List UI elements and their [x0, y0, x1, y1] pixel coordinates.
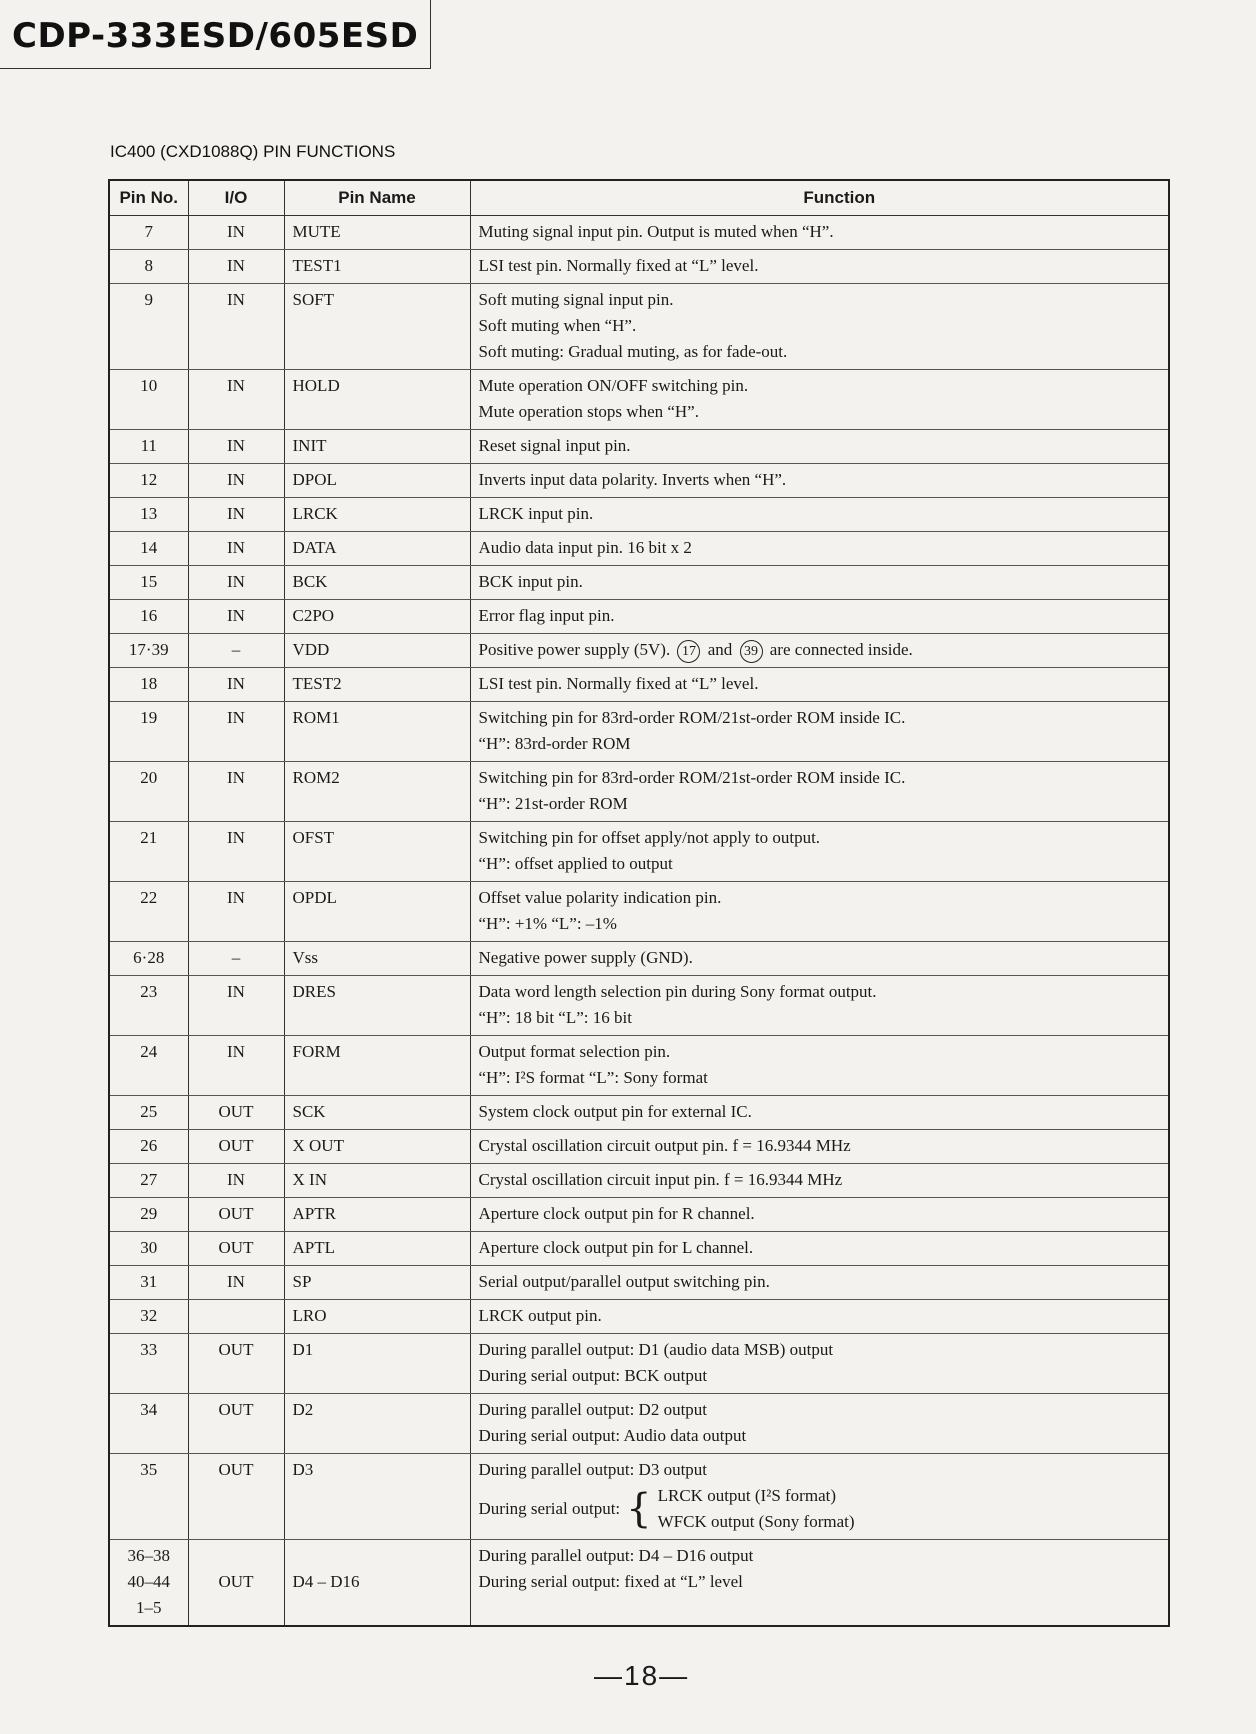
header-io: I/O: [188, 180, 284, 216]
io-cell: IN: [188, 566, 284, 600]
pin-number-cell: 25: [109, 1096, 188, 1130]
pin-name-cell: D2: [284, 1394, 470, 1454]
function-line: “H”: 21st-order ROM: [478, 794, 628, 813]
function-cell: [470, 430, 1169, 464]
table-body: [109, 216, 1169, 1627]
circled-pin-39: 39: [740, 640, 763, 663]
table-row: [109, 498, 1169, 532]
pin-name-cell: DATA: [284, 532, 470, 566]
function-line: Error flag input pin.: [478, 606, 615, 625]
table-row: [109, 942, 1169, 976]
function-line: During parallel output: D4 – D16 output: [478, 1546, 754, 1565]
pin-name-cell: OFST: [284, 822, 470, 882]
section-title: IC400 (CXD1088Q) PIN FUNCTIONS: [110, 142, 396, 161]
pin-name-cell: C2PO: [284, 600, 470, 634]
function-line: During serial output: Audio data output: [478, 1426, 747, 1445]
function-line: Soft muting when “H”.: [478, 316, 637, 335]
io-cell: IN: [188, 284, 284, 370]
table-row: [109, 1394, 1169, 1454]
function-cell: [470, 498, 1169, 532]
function-line: Soft muting signal input pin.: [478, 290, 674, 309]
pin-name-cell: SCK: [284, 1096, 470, 1130]
pin-name-cell: ROM1: [284, 702, 470, 762]
pin-name-cell: LRCK: [284, 498, 470, 532]
io-cell: IN: [188, 464, 284, 498]
pin-number-cell: 33: [109, 1334, 188, 1394]
function-cell: [470, 1232, 1169, 1266]
function-cell: [470, 1198, 1169, 1232]
pin-number-cell: 10: [109, 370, 188, 430]
function-line: “H”: +1% “L”: –1%: [478, 914, 617, 933]
pin-number-cell: 12: [109, 464, 188, 498]
function-line: Mute operation stops when “H”.: [478, 402, 699, 421]
vdd-text-after: are connected inside.: [769, 640, 913, 659]
brace-glyph: {: [626, 1486, 652, 1532]
table-row: [109, 702, 1169, 762]
pin-name-cell: ROM2: [284, 762, 470, 822]
function-line: During serial output: fixed at “L” level: [478, 1572, 743, 1591]
pin-name-cell: LRO: [284, 1300, 470, 1334]
pin-name-cell: X OUT: [284, 1130, 470, 1164]
io-cell: IN: [188, 250, 284, 284]
io-cell: OUT: [188, 1198, 284, 1232]
function-cell: [470, 1394, 1169, 1454]
pin-number-cell: 7: [109, 216, 188, 250]
io-cell: [188, 1300, 284, 1334]
io-cell: IN: [188, 600, 284, 634]
function-line: Muting signal input pin. Output is muted when “H”.: [478, 222, 834, 241]
io-cell: IN: [188, 430, 284, 464]
function-line: Soft muting: Gradual muting, as for fade-out.: [478, 342, 788, 361]
function-line: Switching pin for offset apply/not apply to output.: [478, 828, 821, 847]
pin-number-cell: 30: [109, 1232, 188, 1266]
pin-name-cell: APTR: [284, 1198, 470, 1232]
pin-name-cell: FORM: [284, 1036, 470, 1096]
pin-number-cell: 19: [109, 702, 188, 762]
function-cell: [470, 702, 1169, 762]
pin-name-cell: Vss: [284, 942, 470, 976]
table-row: [109, 882, 1169, 942]
pin-number-cell: 31: [109, 1266, 188, 1300]
function-line: LSI test pin. Normally fixed at “L” level.: [478, 256, 759, 275]
function-line: LSI test pin. Normally fixed at “L” level.: [478, 674, 759, 693]
pin-number-cell: 21: [109, 822, 188, 882]
table-row: [109, 284, 1169, 370]
pin-number-cell: 32: [109, 1300, 188, 1334]
header-pin-no: Pin No.: [109, 180, 188, 216]
pin-number-cell: 6·28: [109, 942, 188, 976]
serial-output-brace-group: [479, 1483, 1161, 1535]
function-line: LRCK input pin.: [478, 504, 594, 523]
function-line: Audio data input pin. 16 bit x 2: [478, 538, 692, 557]
pin-name-cell: BCK: [284, 566, 470, 600]
function-line: Crystal oscillation circuit input pin. f = 16.9344 MHz: [478, 1170, 843, 1189]
function-cell: [470, 942, 1169, 976]
pin-name-cell: TEST1: [284, 250, 470, 284]
io-cell: OUT: [188, 1130, 284, 1164]
table-row: [109, 216, 1169, 250]
pin-number-cell: 23: [109, 976, 188, 1036]
function-line: Crystal oscillation circuit output pin. f = 16.9344 MHz: [478, 1136, 851, 1155]
pin-name-cell: D1: [284, 1334, 470, 1394]
page-number: —18—: [594, 1660, 690, 1691]
io-cell: IN: [188, 822, 284, 882]
table-row: [109, 1266, 1169, 1300]
function-line: Switching pin for 83rd-order ROM/21st-order ROM inside IC.: [478, 768, 906, 787]
io-cell: IN: [188, 1036, 284, 1096]
table-row: [109, 566, 1169, 600]
function-cell: [470, 1266, 1169, 1300]
function-line: Offset value polarity indication pin.: [478, 888, 722, 907]
pin-name-cell: D3: [284, 1454, 470, 1540]
io-cell: OUT: [188, 1454, 284, 1540]
function-line: Switching pin for 83rd-order ROM/21st-order ROM inside IC.: [478, 708, 906, 727]
function-line: Reset signal input pin.: [478, 436, 631, 455]
pin-number-cell: 9: [109, 284, 188, 370]
io-cell: IN: [188, 976, 284, 1036]
function-line: Aperture clock output pin for R channel.: [478, 1204, 755, 1223]
function-line: Negative power supply (GND).: [478, 948, 693, 967]
function-cell: [470, 1096, 1169, 1130]
function-line: Inverts input data polarity. Inverts when “H”.: [478, 470, 787, 489]
function-line: “H”: 83rd-order ROM: [478, 734, 631, 753]
pin-name-cell: X IN: [284, 1164, 470, 1198]
function-cell: [470, 1164, 1169, 1198]
table-row: [109, 1130, 1169, 1164]
pin-number-cell: 8: [109, 250, 188, 284]
function-line: Aperture clock output pin for L channel.: [478, 1238, 754, 1257]
table-row: [109, 1164, 1169, 1198]
io-cell: OUT: [188, 1540, 284, 1627]
function-line: Output format selection pin.: [478, 1042, 671, 1061]
pin-number-cell: 14: [109, 532, 188, 566]
table-row: [109, 1036, 1169, 1096]
circled-pin-17: 17: [677, 640, 700, 663]
io-cell: –: [188, 942, 284, 976]
function-cell: [470, 370, 1169, 430]
table-row: [109, 634, 1169, 668]
pin-name-cell: VDD: [284, 634, 470, 668]
table-row: [109, 1198, 1169, 1232]
pin-number-cell: 11: [109, 430, 188, 464]
table-row: [109, 1454, 1169, 1540]
function-line: LRCK output pin.: [478, 1306, 602, 1325]
pin-number-cell: 34: [109, 1394, 188, 1454]
header-pin-name: Pin Name: [284, 180, 470, 216]
pin-number-cell: 13: [109, 498, 188, 532]
pin-name-cell: DRES: [284, 976, 470, 1036]
function-line: System clock output pin for external IC.: [478, 1102, 752, 1121]
table-row: [109, 1232, 1169, 1266]
function-cell: [470, 600, 1169, 634]
function-cell: [470, 532, 1169, 566]
pin-number-cell: 15: [109, 566, 188, 600]
pin-number-cell: 22: [109, 882, 188, 942]
pin-name-cell: SOFT: [284, 284, 470, 370]
function-cell: [470, 284, 1169, 370]
table-row: [109, 1300, 1169, 1334]
table-row: [109, 1540, 1169, 1627]
brace-lines: [658, 1483, 855, 1535]
model-title: CDP-333ESD/605ESD: [12, 16, 419, 56]
function-cell: [470, 1130, 1169, 1164]
brace-line: LRCK output (I²S format): [657, 1486, 836, 1505]
function-line: During serial output: BCK output: [478, 1366, 708, 1385]
function-line: “H”: offset applied to output: [478, 854, 673, 873]
io-cell: IN: [188, 702, 284, 762]
table-header-row: [109, 180, 1169, 216]
pin-name-cell: SP: [284, 1266, 470, 1300]
pin-name-cell: HOLD: [284, 370, 470, 430]
table-row: [109, 464, 1169, 498]
function-cell: [470, 1300, 1169, 1334]
io-cell: IN: [188, 1164, 284, 1198]
vdd-text-middle: and: [707, 640, 733, 659]
pin-number-cell: 36–38 40–44 1–5: [109, 1540, 188, 1627]
function-cell: [470, 882, 1169, 942]
function-cell: [470, 822, 1169, 882]
function-line: “H”: I²S format “L”: Sony format: [478, 1068, 708, 1087]
function-line: During parallel output: D1 (audio data MSB) output: [478, 1340, 834, 1359]
function-line: Serial output/parallel output switching pin.: [478, 1272, 770, 1291]
function-cell: [470, 762, 1169, 822]
function-line: Mute operation ON/OFF switching pin.: [478, 376, 749, 395]
pin-name-cell: MUTE: [284, 216, 470, 250]
pin-number-cell: 26: [109, 1130, 188, 1164]
pin-number-cell: 27: [109, 1164, 188, 1198]
table-row: [109, 532, 1169, 566]
function-cell: [470, 1036, 1169, 1096]
io-cell: –: [188, 634, 284, 668]
pin-number-cell: 29: [109, 1198, 188, 1232]
function-cell: [470, 216, 1169, 250]
function-cell: [470, 634, 1169, 668]
function-cell: [470, 668, 1169, 702]
table-row: [109, 668, 1169, 702]
pin-number-cell: 16: [109, 600, 188, 634]
io-cell: OUT: [188, 1394, 284, 1454]
serial-output-label: During serial output:: [478, 1499, 621, 1518]
io-cell: IN: [188, 882, 284, 942]
pin-number-cell: 24: [109, 1036, 188, 1096]
pin-name-cell: OPDL: [284, 882, 470, 942]
function-line: BCK input pin.: [478, 572, 583, 591]
header-box: [0, 0, 431, 69]
table-row: [109, 1096, 1169, 1130]
io-cell: IN: [188, 1266, 284, 1300]
table-row: [109, 430, 1169, 464]
function-cell: [470, 976, 1169, 1036]
io-cell: IN: [188, 532, 284, 566]
function-cell: [470, 566, 1169, 600]
function-line: Data word length selection pin during Sony format output.: [478, 982, 877, 1001]
header-function: Function: [470, 180, 1169, 216]
pin-functions-table: [108, 179, 1170, 1627]
pin-number-cell: 18: [109, 668, 188, 702]
table-row: [109, 600, 1169, 634]
io-cell: OUT: [188, 1232, 284, 1266]
io-cell: IN: [188, 762, 284, 822]
function-line: During parallel output: D2 output: [478, 1400, 708, 1419]
io-cell: IN: [188, 370, 284, 430]
function-cell: [470, 1334, 1169, 1394]
io-cell: IN: [188, 216, 284, 250]
io-cell: IN: [188, 498, 284, 532]
pin-name-cell: APTL: [284, 1232, 470, 1266]
pin-name-cell: DPOL: [284, 464, 470, 498]
table-row: [109, 762, 1169, 822]
brace-line: WFCK output (Sony format): [657, 1512, 855, 1531]
table-row: [109, 370, 1169, 430]
pin-name-cell: INIT: [284, 430, 470, 464]
function-line: During parallel output: D3 output: [478, 1460, 708, 1479]
io-cell: IN: [188, 668, 284, 702]
pin-name-cell: D4 – D16: [284, 1540, 470, 1627]
io-cell: OUT: [188, 1096, 284, 1130]
function-line: [479, 637, 1161, 663]
pin-name-cell: TEST2: [284, 668, 470, 702]
function-cell: [470, 464, 1169, 498]
function-cell: [470, 250, 1169, 284]
function-cell: [470, 1540, 1169, 1627]
function-cell: [470, 1454, 1169, 1540]
function-line: “H”: 18 bit “L”: 16 bit: [478, 1008, 632, 1027]
table-row: [109, 822, 1169, 882]
pin-number-cell: 17·39: [109, 634, 188, 668]
table-row: [109, 250, 1169, 284]
pin-number-cell: 35: [109, 1454, 188, 1540]
io-cell: OUT: [188, 1334, 284, 1394]
vdd-text-before: Positive power supply (5V).: [478, 640, 671, 659]
pin-number-cell: 20: [109, 762, 188, 822]
table-row: [109, 976, 1169, 1036]
table-row: [109, 1334, 1169, 1394]
